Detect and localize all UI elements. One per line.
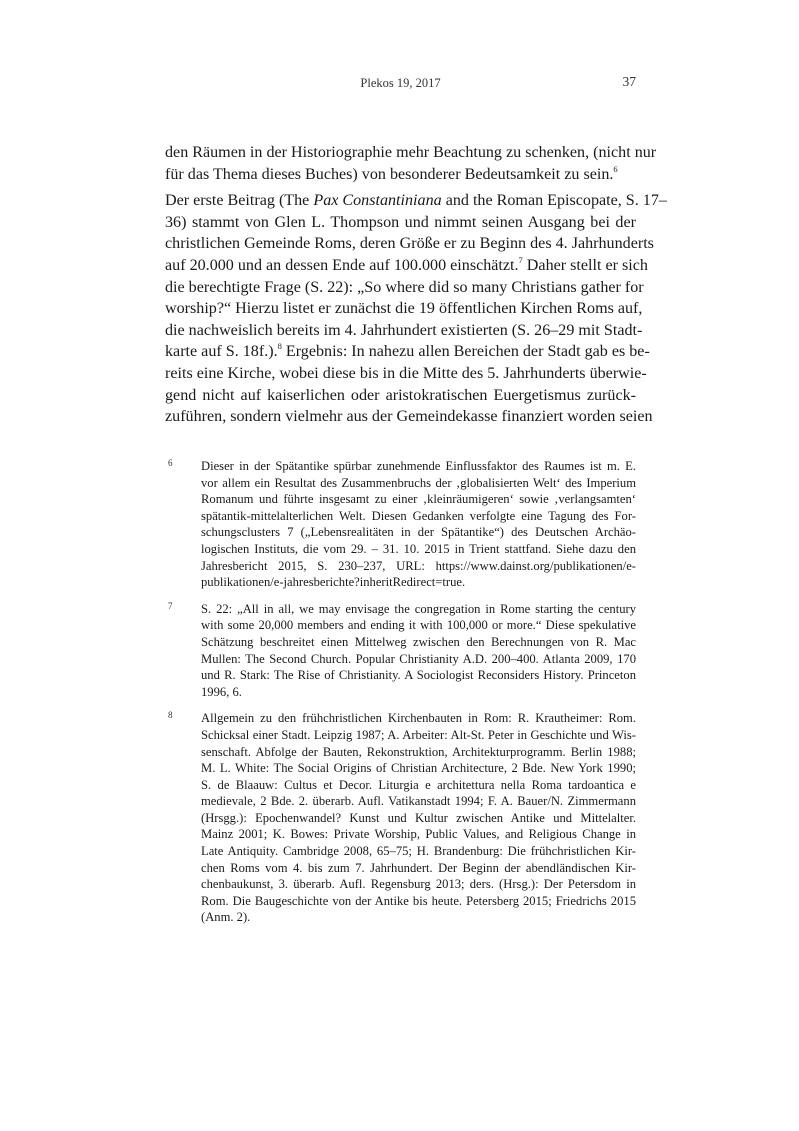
footnote-line: senschaft. Abfolge der Bauten, Rekonstruktion, Architekturprogramm. Berlin 1988; <box>201 744 636 759</box>
footnote-line: medievale, 2 Bde. 2. überarb. Aufl. Vatikanstadt 1994; F. A. Bauer/N. Zimmermann <box>201 794 636 809</box>
text-line: reits eine Kirche, wobei diese bis in die Mitte des 5. Jahrhunderts überwie- <box>165 364 647 382</box>
text-segment: Daher stellt er sich <box>522 256 648 274</box>
text-line <box>165 190 667 212</box>
footnote-ref-8[interactable]: 8 <box>277 341 282 352</box>
footnote-ref-7[interactable]: 7 <box>518 254 523 265</box>
text-line: christlichen Gemeinde Roms, deren Größe er zu Beginn des 4. Jahrhunderts <box>165 235 654 253</box>
text-line: 36) stammt von Glen L. Thompson und nimmt seinen Ausgang bei der <box>165 213 636 231</box>
footnote-line: Dieser in der Spätantike spürbar zunehmende Einflussfaktor des Raumes ist m. E. <box>201 459 636 473</box>
footnote-line: Rom. Die Baugeschichte von der Antike bis heute. Petersberg 2015; Friedrichs 2015 <box>201 893 636 908</box>
footnote-8 <box>165 710 636 926</box>
paragraph-1 <box>165 142 657 185</box>
footnote-line: Schicksal einer Stadt. Leipzig 1987; A. Arbeiter: Alt-St. Peter in Geschichte und Wis- <box>201 727 636 742</box>
footnote-line: 1996, 6. <box>201 684 242 699</box>
footnote-line: Romanum und führte insgesamt zu einer ‚kleinräumigeren‘ sowie ‚verlangsamten‘ <box>201 492 636 507</box>
main-text <box>165 142 667 428</box>
text-line <box>165 341 650 363</box>
footnote-line: Late Antiquity. Cambridge 2008, 65–75; H. Brandenburg: Die frühchristlichen Kir- <box>201 844 636 859</box>
footnote-line: Mainz 2001; K. Bowes: Private Worship, Public Values, and Religious Change in <box>201 827 636 842</box>
footnote-7 <box>165 601 636 701</box>
text-line: die berechtigte Frage (S. 22): „So where did so many Christians gather for <box>165 278 644 296</box>
footnote-line: Allgemein zu den frühchristlichen Kirchenbauten in Rom: R. Krautheimer: Rom. <box>201 711 636 726</box>
text-line <box>165 254 648 277</box>
footnote-ref-6[interactable]: 6 <box>613 163 618 174</box>
footnote-line: Schätzung beschreitet einen Mittelweg zwischen den Berechnungen von R. Mac <box>201 634 636 649</box>
footnote-line: S. 22: „All in all, we may envisage the congregation in Rome starting the century <box>201 601 636 616</box>
text-line: gend nicht auf kaiserlichen oder aristokratischen Euergetismus zurück- <box>165 386 636 404</box>
text-segment: and the Roman Episcopate, S. 17– <box>441 192 667 210</box>
footnote-6 <box>165 458 636 591</box>
footnote-line: publikationen/e-jahresberichte?inheritRedirect=true. <box>201 575 466 590</box>
text-line: worship?“ Hierzu listet er zunächst die 19 öffentlichen Kirchen Roms auf, <box>165 300 643 318</box>
footnotes-section <box>165 458 636 936</box>
paragraph-2 <box>165 190 667 428</box>
footnote-line: S. de Blaauw: Cultus et Decor. Liturgia e architettura nella Roma tardoantica e <box>201 777 636 792</box>
footnote-line: (Anm. 2). <box>201 910 251 925</box>
running-header <box>165 76 636 92</box>
text-segment: Der erste Beitrag (The <box>165 192 314 210</box>
text-line-content: für das Thema dieses Buches) von besonderer Bedeutsamkeit zu sein. <box>165 165 614 183</box>
footnote-line: chenbaukunst, 3. überarb. Aufl. Regensburg 2013; ders. (Hrsg.): Der Petersdom in <box>201 877 636 892</box>
text-line <box>165 164 636 186</box>
footnote-line: vor allem ein Resultat des Zusammenbruchs der ‚globalisierten Welt‘ des Imperium <box>201 475 636 490</box>
page-number: 37 <box>622 74 636 89</box>
footnote-line: (Hrsgg.): Epochenwandel? Kunst und Kultur zwischen Antike und Mittelalter. <box>201 810 636 825</box>
footnote-line: chen Roms vom 4. bis zum 7. Jahrhundert. Der Beginn der abendländischen Kir- <box>201 860 636 875</box>
footnote-line: und R. Stark: The Rise of Christianity. A Sociologist Reconsiders History. Princeton <box>201 668 636 683</box>
text-segment: auf 20.000 und an dessen Ende auf 100.000 einschätzt. <box>165 256 519 274</box>
text-segment: Ergebnis: In nahezu allen Bereichen der Stadt gab es be- <box>281 343 650 361</box>
footnote-line: logischen Instituts, die vom 29. – 31. 10. 2015 in Trient stattfand. Siehe dazu den <box>201 541 636 556</box>
footnote-line: spätantik-mittelalterlichen Welt. Diesen Gedanken verfolgte eine Tagung des For- <box>201 508 636 523</box>
footnote-number: 6 <box>168 458 173 468</box>
journal-title: Plekos 19, 2017 <box>360 76 441 90</box>
italic-title: Pax Constantiniana <box>313 192 442 210</box>
text-line: den Räumen in der Historiographie mehr Beachtung zu schenken, (nicht nur <box>165 144 657 161</box>
text-segment: karte auf S. 18f.). <box>165 343 278 361</box>
text-line: die nachweislich bereits im 4. Jahrhundert existierten (S. 26–29 mit Stadt- <box>165 321 643 339</box>
footnote-number: 7 <box>168 600 173 611</box>
footnote-line: with some 20,000 members and ending it with 100,000 or more.“ Diese spekulative <box>201 618 636 633</box>
text-line: zuführen, sondern vielmehr aus der Gemeindekasse finanziert worden seien <box>165 408 653 426</box>
footnote-line: Mullen: The Second Church. Popular Christianity A.D. 200–400. Atlanta 2009, 170 <box>201 651 636 666</box>
footnote-line: schungsclusters 7 („Lebensrealitäten in der Spätantike“) des Deutschen Archäo- <box>201 525 636 540</box>
footnote-number: 8 <box>168 710 173 721</box>
footnote-line: Jahresbericht 2015, S. 230–237, URL: https://www.dainst.org/publikationen/e- <box>201 558 636 573</box>
footnote-line: M. L. White: The Social Origins of Christian Architecture, 2 Bde. New York 1990; <box>201 761 636 776</box>
